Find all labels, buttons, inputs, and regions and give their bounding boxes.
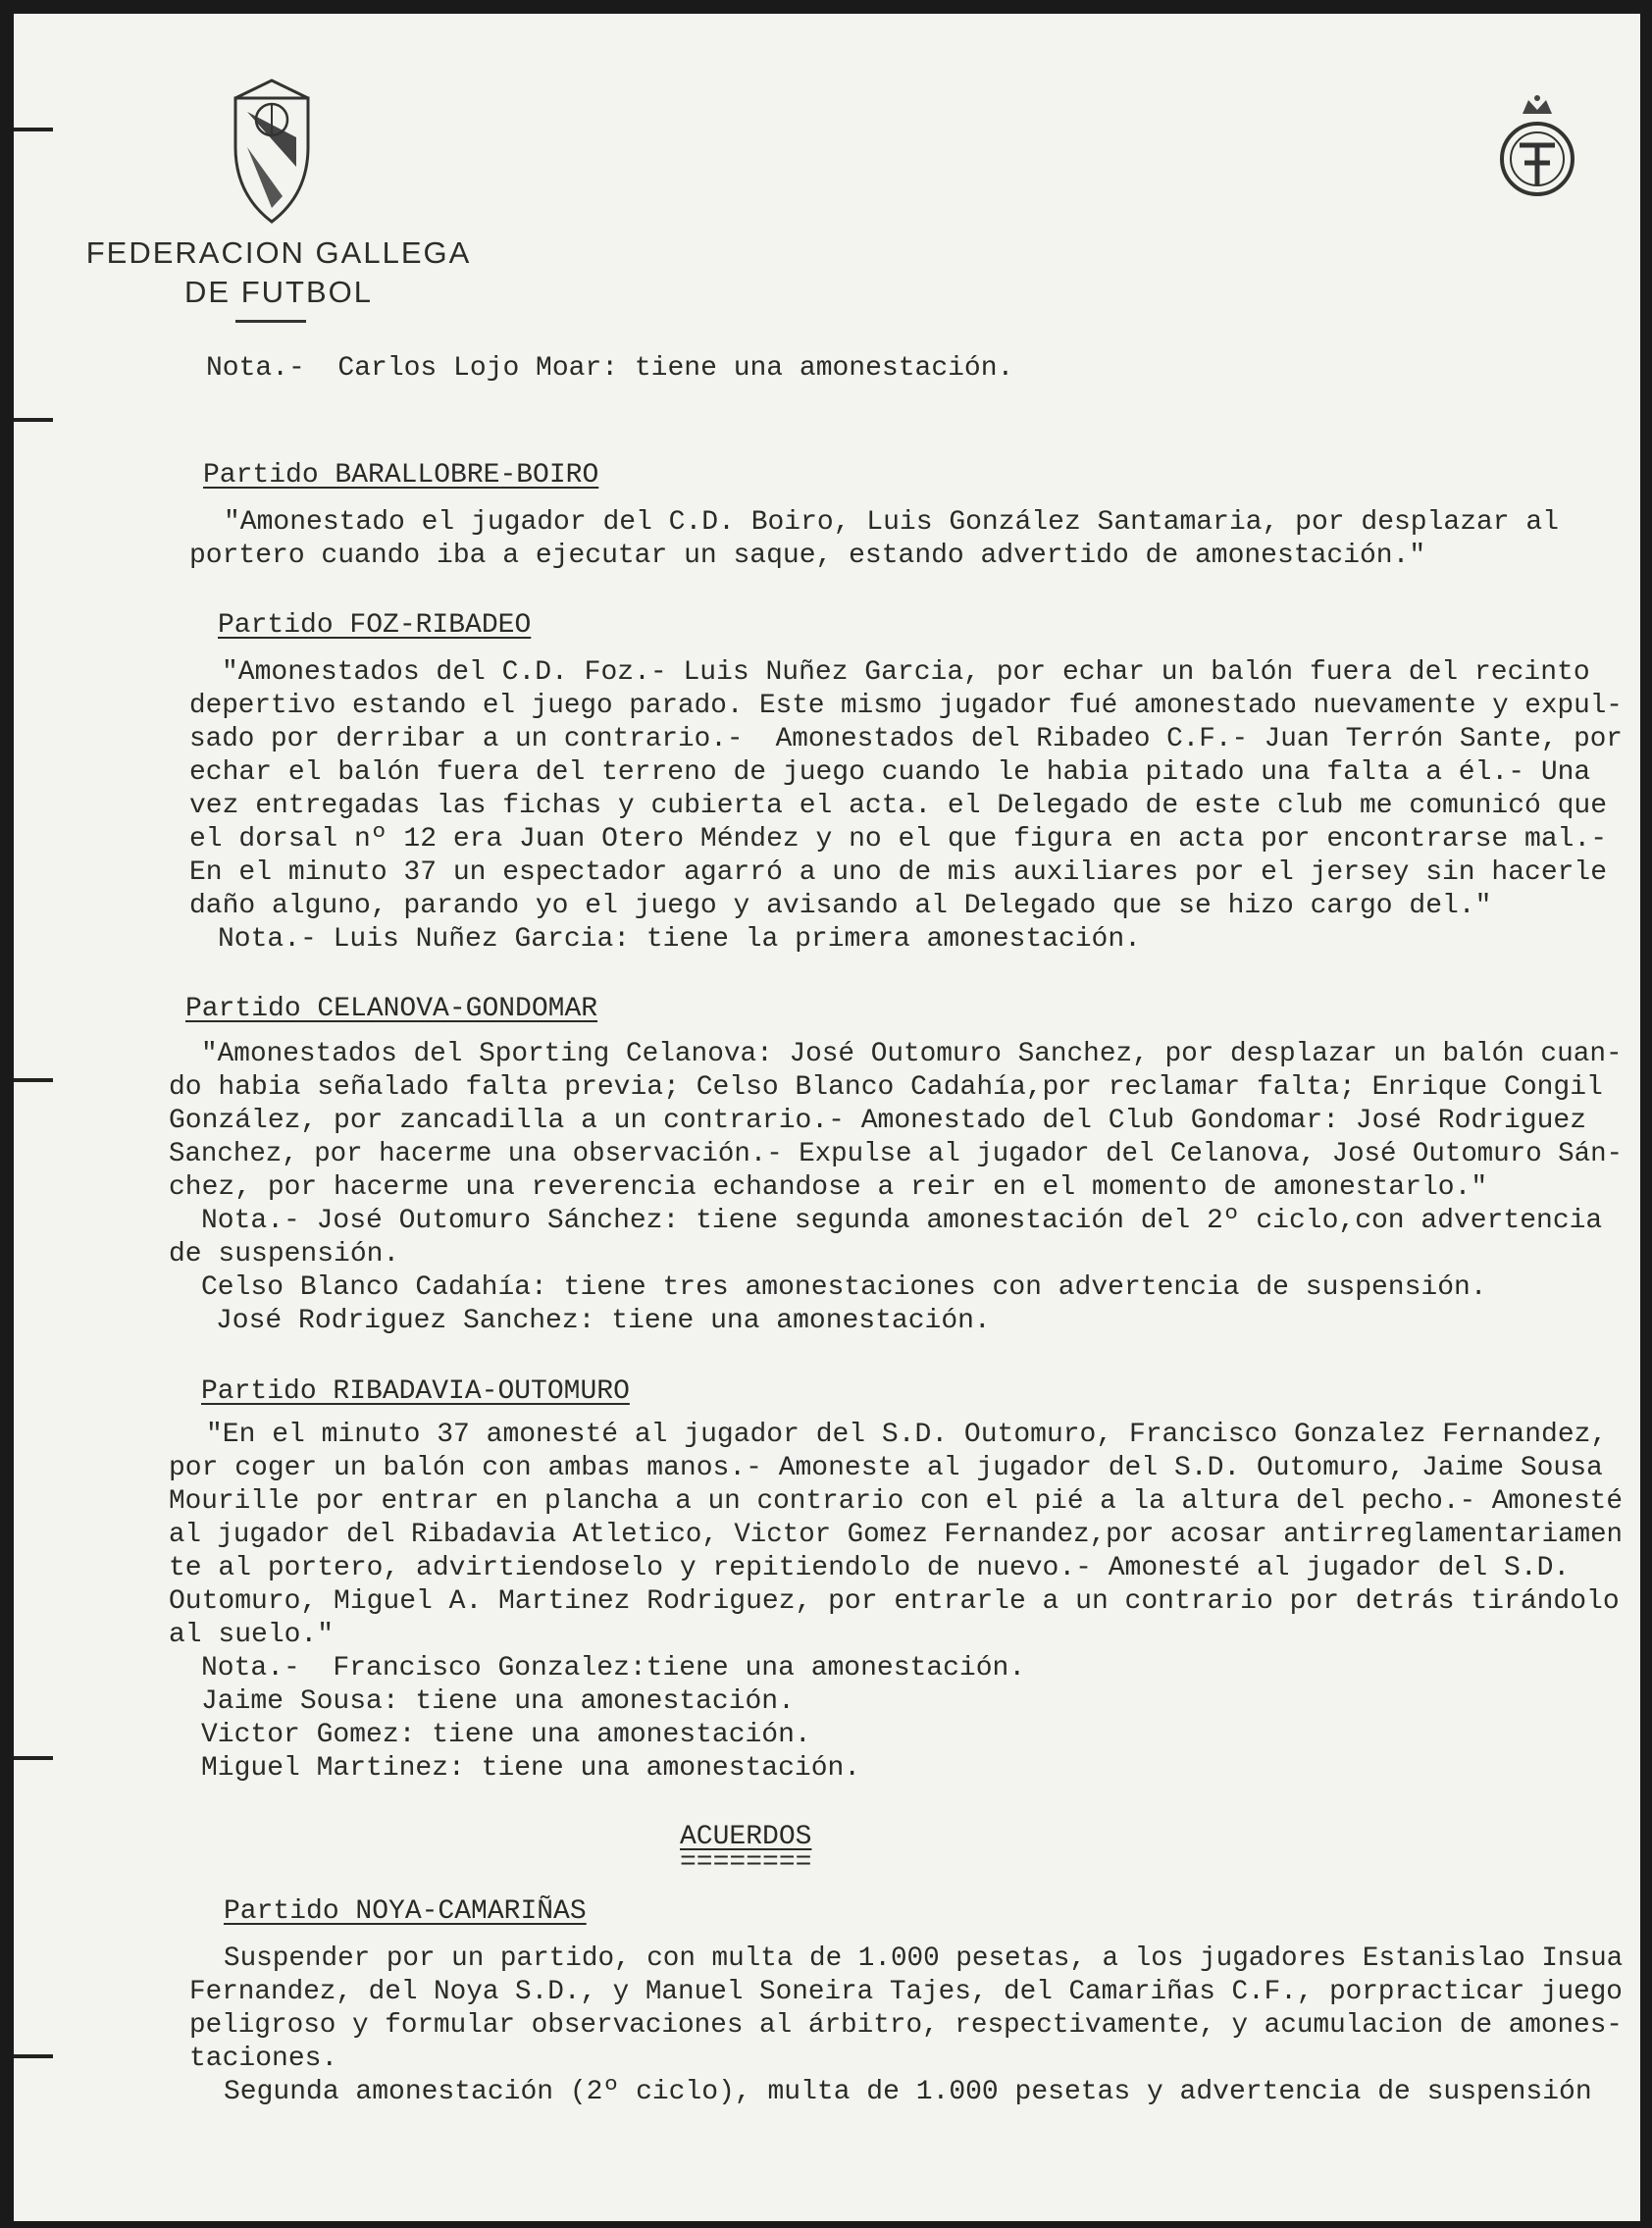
text-line: echar el balón fuera del terreno de juego cuando le habia pitado una falta a él.- Una: [189, 757, 1591, 788]
text-line: Suspender por un partido, con multa de 1.000 pesetas, a los jugadores Estanislao Insua: [224, 1943, 1624, 1974]
section-heading: ACUERDOS: [680, 1822, 812, 1852]
text-line: peligroso y formular observaciones al árbitro, respectivamente, y acumulacion de amones-: [189, 2010, 1623, 2041]
text-line: Nota.- Luis Nuñez Garcia: tiene la primera amonestación.: [218, 924, 1141, 955]
header-divider: [235, 320, 306, 323]
federation-name: FEDERACION GALLEGA: [85, 235, 472, 270]
text-line: "Amonestados del Sporting Celanova: José Outomuro Sanchez, por desplazar un balón cuan-: [201, 1039, 1623, 1069]
text-line: ========: [680, 1847, 812, 1878]
text-line: depertivo estando el juego parado. Este mismo jugador fué amonestado nuevamente y expul-: [189, 691, 1623, 721]
text-line: En el minuto 37 un espectador agarró a uno de mis auxiliares por el jersey sin hacerle: [189, 857, 1608, 888]
text-line: daño alguno, parando yo el juego y avisando al Delegado que se hizo cargo del.": [189, 891, 1492, 921]
text-line: do habia señalado falta previa; Celso Blanco Cadahía,por reclamar falta; Enrique Congil: [169, 1072, 1603, 1103]
text-line: te al portero, advirtiendoselo y repitiendolo de nuevo.- Amonesté al jugador del S.D.: [169, 1553, 1571, 1583]
binder-mark: [14, 128, 53, 131]
text-line: de suspensión.: [169, 1239, 400, 1269]
binder-mark: [14, 418, 53, 422]
text-line: vez entregadas las fichas y cubierta el acta. el Delegado de este club me comunicó que: [189, 791, 1608, 821]
section-heading: Partido FOZ-RIBADEO: [218, 610, 532, 641]
section-heading: Partido RIBADAVIA-OUTOMURO: [201, 1376, 630, 1407]
section-heading: Partido NOYA-CAMARIÑAS: [224, 1896, 587, 1927]
text-line: portero cuando iba a ejecutar un saque, estando advertido de amonestación.": [189, 541, 1426, 571]
text-line: Nota.- Carlos Lojo Moar: tiene una amonestación.: [206, 353, 1014, 384]
text-line: "En el minuto 37 amonesté al jugador del S.D. Outomuro, Francisco Gonzalez Fernandez,: [206, 1420, 1608, 1450]
federation-shield-logo: [228, 78, 316, 226]
text-line: al jugador del Ribadavia Atletico, Victor Gomez Fernandez,por acosar antirreglamentariamen: [169, 1520, 1624, 1550]
federation-name-line2: DE FUTBOL: [184, 275, 373, 309]
text-line: González, por zancadilla a un contrario.- Amonestado del Club Gondomar: José Rodriguez: [169, 1106, 1587, 1136]
text-line: "Amonestado el jugador del C.D. Boiro, Luis González Santamaria, por desplazar al: [224, 507, 1560, 538]
text-line: "Amonestados del C.D. Foz.- Luis Nuñez Garcia, por echar un balón fuera del recinto: [222, 657, 1590, 688]
text-line: por coger un balón con ambas manos.- Amoneste al jugador del S.D. Outomuro, Jaime Sousa: [169, 1453, 1603, 1483]
text-line: José Rodriguez Sanchez: tiene una amonestación.: [216, 1306, 991, 1336]
text-line: Fernandez, del Noya S.D., y Manuel Soneira Tajes, del Camariñas C.F., porpracticar juego: [189, 1977, 1623, 2007]
text-line: Mourille por entrar en plancha a un contrario con el pié a la altura del pecho.- Amonesté: [169, 1486, 1623, 1517]
text-line: Segunda amonestación (2º ciclo), multa de 1.000 pesetas y advertencia de suspensión: [224, 2077, 1592, 2107]
text-line: Miguel Martinez: tiene una amonestación.: [201, 1753, 861, 1784]
text-line: Jaime Sousa: tiene una amonestación.: [201, 1686, 795, 1717]
text-line: taciones.: [189, 2044, 338, 2074]
text-line: chez, por hacerme una reverencia echandose a reir en el momento de amonestarlo.": [169, 1172, 1488, 1203]
section-heading: Partido BARALLOBRE-BOIRO: [203, 460, 599, 491]
text-line: Nota.- José Outomuro Sánchez: tiene segunda amonestación del 2º ciclo,con advertencia: [201, 1206, 1603, 1236]
text-line: sado por derribar a un contrario.- Amonestados del Ribadeo C.F.- Juan Terrón Sante, por: [189, 724, 1623, 754]
section-heading: Partido CELANOVA-GONDOMAR: [185, 994, 598, 1024]
binder-mark: [14, 1078, 53, 1082]
text-line: al suelo.": [169, 1620, 335, 1650]
text-line: Sanchez, por hacerme una observación.- Expulse al jugador del Celanova, José Outomuro Sán-: [169, 1139, 1624, 1169]
document-page: [14, 14, 1640, 2221]
text-line: el dorsal nº 12 era Juan Otero Méndez y no el que figura en acta por encontrarse mal.-: [189, 824, 1608, 855]
text-line: Victor Gomez: tiene una amonestación.: [201, 1720, 811, 1750]
text-line: Nota.- Francisco Gonzalez:tiene una amonestación.: [201, 1653, 1026, 1684]
royal-federation-seal-logo: [1495, 94, 1579, 202]
text-line: Outomuro, Miguel A. Martinez Rodriguez, por entrarle a un contrario por detrás tirándolo: [169, 1586, 1620, 1617]
binder-mark: [14, 2054, 53, 2058]
text-line: Celso Blanco Cadahía: tiene tres amonestaciones con advertencia de suspensión.: [201, 1272, 1487, 1303]
binder-mark: [14, 1756, 53, 1760]
